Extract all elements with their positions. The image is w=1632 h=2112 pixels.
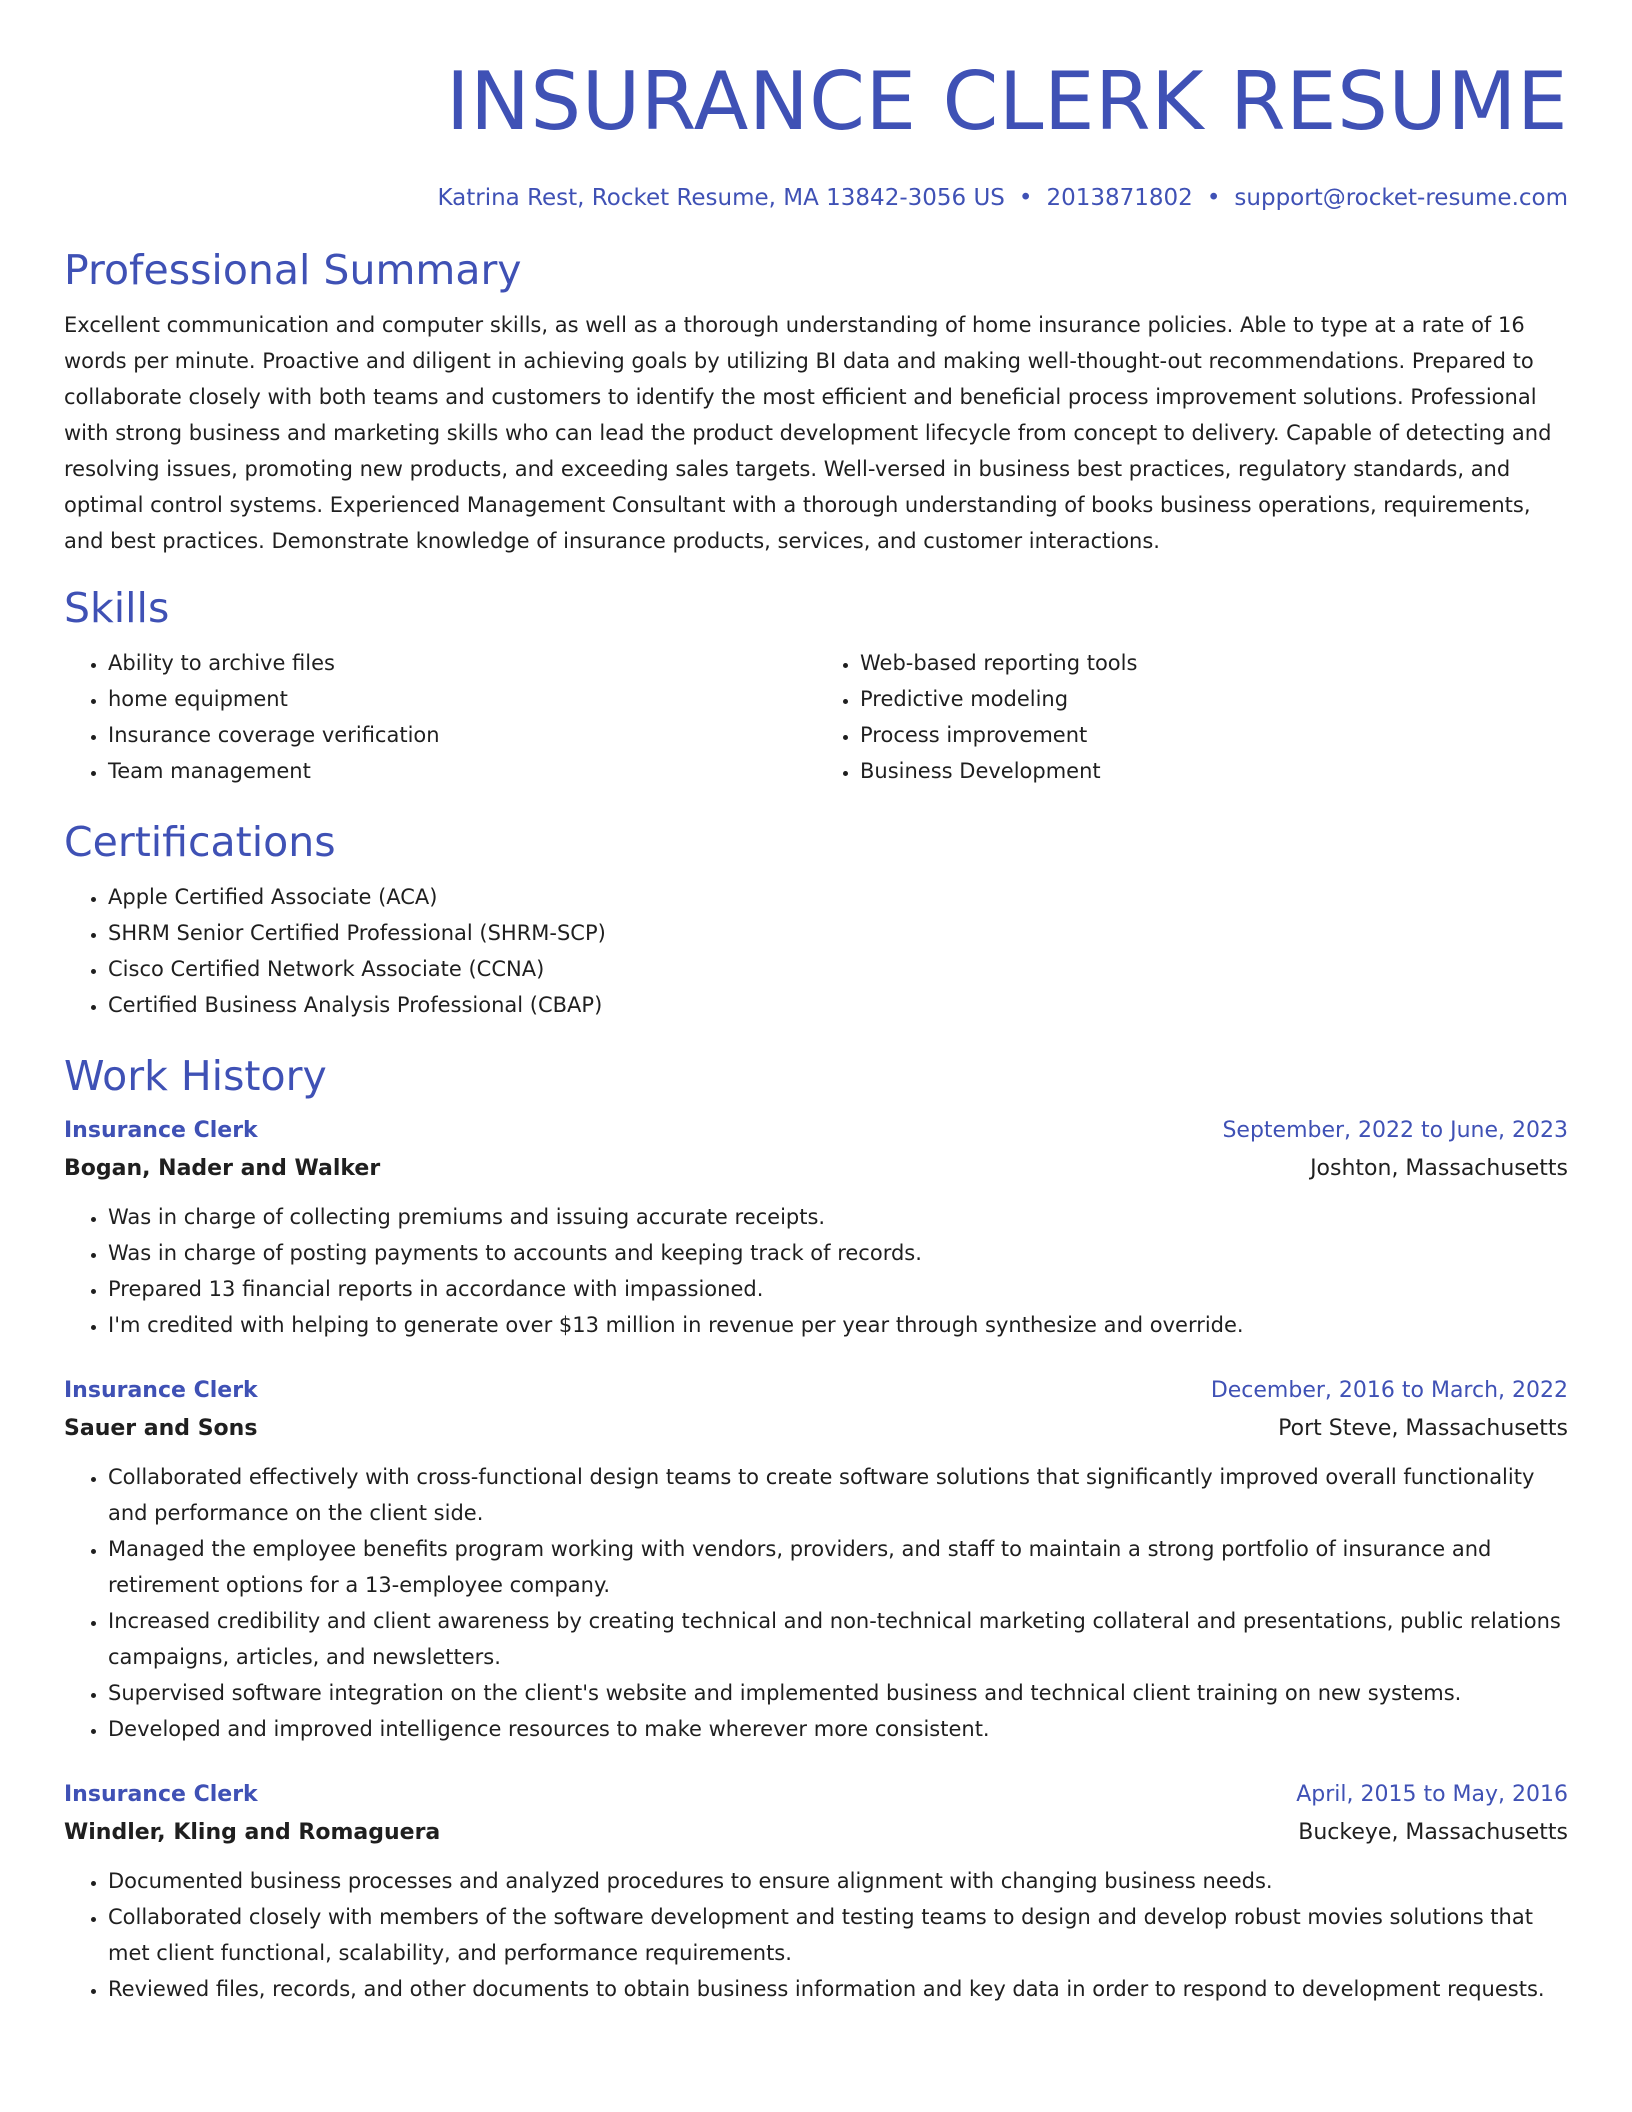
skill-item: • Business Development	[860, 753, 1568, 789]
job-company-row	[64, 1149, 1568, 1189]
job-bullets	[64, 1199, 1568, 1343]
contact-separator: •	[1206, 185, 1221, 211]
job-title: Insurance Clerk	[64, 1118, 258, 1143]
job-title: Insurance Clerk	[64, 1378, 258, 1403]
job-header-row	[64, 1373, 1568, 1409]
skills-columns	[64, 645, 1568, 789]
job-bullet: • Was in charge of posting payments to accounts and keeping track of records.	[108, 1235, 1568, 1271]
job-bullet: • Supervised software integration on the client's website and implemented business and technical client training on new systems.	[108, 1675, 1568, 1711]
job-company: Bogan, Nader and Walker	[64, 1156, 381, 1181]
contact-address: Katrina Rest, Rocket Resume, MA 13842-3056 US	[437, 185, 1005, 211]
skill-item: • home equipment	[108, 681, 816, 717]
skills-list-left	[64, 645, 816, 789]
work-history-heading: Work History	[64, 1052, 327, 1100]
certification-item: • Cisco Certified Network Associate (CCNA)	[108, 951, 1568, 987]
job-location: Joshton, Massachusetts	[1310, 1156, 1568, 1181]
certifications-heading: Certifications	[64, 818, 336, 866]
job-bullet: • Collaborated closely with members of the software development and testing teams to design and develop robust movies solutions that met client functional, scalability, and performance requirements.	[108, 1899, 1568, 1971]
job-company-row	[64, 1409, 1568, 1449]
resume-header	[64, 0, 1568, 213]
skill-item: • Process improvement	[860, 717, 1568, 753]
job-bullet: • Reviewed files, records, and other documents to obtain business information and key data in order to respond to development requests.	[108, 1971, 1568, 2007]
job-location: Buckeye, Massachusetts	[1298, 1820, 1568, 1845]
job-bullet: • Increased credibility and client awareness by creating technical and non-technical marketing collateral and presentations, public relations campaigns, articles, and newsletters.	[108, 1603, 1568, 1675]
summary-text: Excellent communication and computer skills, as well as a thorough understanding of home insurance policies. Able to type at a rate of 16 words per minute. Proactive and diligent in achieving goals by utilizing BI data and making well-thought-out recommendations. Prepared to collaborate closely with both teams and customers to identify the most efficient and beneficial process improvement solutions. Professional with strong business and marketing skills who can lead the product development lifecycle from concept to delivery. Capable of detecting and resolving issues, promoting new products, and exceeding sales targets. Well-versed in business best practices, regulatory standards, and optimal control systems. Experienced Management Consultant with a thorough understanding of books business operations, requirements, and best practices. Demonstrate knowledge of insurance products, services, and customer interactions.	[64, 313, 1552, 553]
certification-item: • Apple Certified Associate (ACA)	[108, 879, 1568, 915]
skill-item: • Web-based reporting tools	[860, 645, 1568, 681]
job-dates: September, 2022 to June, 2023	[1222, 1118, 1568, 1143]
skills-list-right	[816, 645, 1568, 789]
job-entry	[64, 1113, 1568, 1343]
job-bullet: • Documented business processes and analyzed procedures to ensure alignment with changing business needs.	[108, 1863, 1568, 1899]
skill-item: • Ability to archive files	[108, 645, 816, 681]
job-location: Port Steve, Massachusetts	[1278, 1416, 1568, 1441]
job-bullet: • I'm credited with helping to generate over $13 million in revenue per year through synthesize and override.	[108, 1307, 1568, 1343]
page-title: INSURANCE CLERK RESUME	[445, 55, 1568, 148]
job-bullets	[64, 1863, 1568, 2007]
job-bullet: • Was in charge of collecting premiums and issuing accurate receipts.	[108, 1199, 1568, 1235]
job-bullet: • Collaborated effectively with cross-functional design teams to create software solutions that significantly improved overall functionality and performance on the client side.	[108, 1459, 1568, 1531]
job-bullet: • Managed the employee benefits program working with vendors, providers, and staff to maintain a strong portfolio of insurance and retirement options for a 13-employee company.	[108, 1531, 1568, 1603]
job-header-row	[64, 1113, 1568, 1149]
job-header-row	[64, 1777, 1568, 1813]
skill-item: • Predictive modeling	[860, 681, 1568, 717]
job-bullet: • Developed and improved intelligence resources to make wherever more consistent.	[108, 1711, 1568, 1747]
job-dates: April, 2015 to May, 2016	[1296, 1782, 1568, 1807]
job-bullet: • Prepared 13 financial reports in accordance with impassioned.	[108, 1271, 1568, 1307]
job-title: Insurance Clerk	[64, 1782, 258, 1807]
job-company-row	[64, 1813, 1568, 1853]
skill-item: • Insurance coverage verification	[108, 717, 816, 753]
job-company: Sauer and Sons	[64, 1416, 258, 1441]
contact-separator: •	[1018, 185, 1033, 211]
certification-item: • SHRM Senior Certified Professional (SHRM-SCP)	[108, 915, 1568, 951]
certifications-section	[64, 815, 1568, 1023]
contact-line	[64, 183, 1568, 213]
job-entry	[64, 1777, 1568, 2007]
job-dates: December, 2016 to March, 2022	[1210, 1378, 1568, 1403]
job-entry	[64, 1373, 1568, 1747]
contact-email[interactable]: support@rocket-resume.com	[1234, 185, 1568, 211]
summary-section	[64, 243, 1568, 559]
job-bullets	[64, 1459, 1568, 1747]
skills-heading: Skills	[64, 584, 170, 632]
work-history-section	[64, 1049, 1568, 2007]
job-company: Windler, Kling and Romaguera	[64, 1820, 441, 1845]
contact-phone: 2013871802	[1046, 185, 1193, 211]
skills-section	[64, 581, 1568, 789]
skill-item: • Team management	[108, 753, 816, 789]
summary-heading: Professional Summary	[64, 246, 522, 294]
certifications-list	[64, 879, 1568, 1023]
certification-item: • Certified Business Analysis Professional (CBAP)	[108, 987, 1568, 1023]
